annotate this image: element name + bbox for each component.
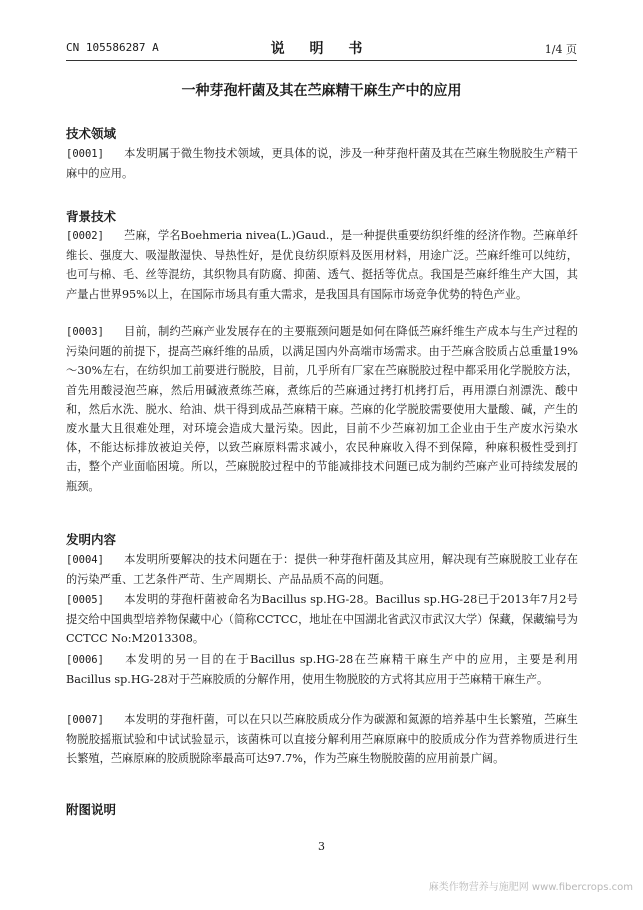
section-figures: 附图说明	[66, 802, 117, 817]
paragraph-number: [0006]	[66, 654, 104, 666]
section-heading: 说 明 书	[270, 41, 373, 57]
section-tech-field: 技术领域	[66, 126, 117, 141]
paragraph-number: [0004]	[66, 554, 104, 566]
section-invention: 发明内容	[66, 532, 117, 547]
paragraph-0006	[66, 650, 578, 689]
paragraph-0007	[66, 710, 578, 769]
page-indicator: 1/4 页	[544, 43, 577, 56]
paragraph-0004	[66, 550, 578, 589]
paragraph-0003	[66, 322, 578, 496]
watermark-text: 麻类作物营养与施肥网 www.fibercrops.com	[428, 882, 633, 893]
paragraph-0001	[66, 144, 578, 183]
paragraph-number: [0001]	[66, 148, 104, 160]
document-title: 一种芽孢杆菌及其在苎麻精干麻生产中的应用	[181, 83, 462, 99]
paragraph-text: 本发明的芽孢杆菌，可以在只以苎麻胶质成分作为碳源和氮源的培养基中生长繁殖，苎麻生物脱胶摇瓶试验和中试试验显示，该菌株可以直接分解利用苎麻原麻中的胶质成分作为营养物质进行生长繁殖，苎麻原麻的胶质脱除率最高可达97.7%，作为苎麻生物脱胶菌的应用前景广阔。	[66, 713, 578, 766]
paragraph-text: 本发明属于微生物技术领域，更具体的说，涉及一种芽孢杆菌及其在苎麻生物脱胶生产精干麻中的应用。	[66, 147, 578, 181]
paragraph-number: [0005]	[66, 594, 104, 606]
paragraph-text: 苎麻，学名Boehmeria nivea(L.)Gaud.，是一种提供重要纺织纤维的经济作物。苎麻单纤维长、强度大、吸湿散湿快、导热性好，是优良纺织原料及医用材料，用途广泛。苎麻纤维可以纯纺，也可与棉、毛、丝等混纺，其织物具有防腐、抑菌、透气、挺括等优点。我国是苎麻纤维生产大国，其产量占世界95%以上，在国际市场具有重大需求，是我国具有国际市场竞争优势的特色产业。	[66, 229, 578, 301]
paragraph-text: 本发明的另一目的在于Bacillus sp.HG-28在苎麻精干麻生产中的应用，主要是利用Bacillus sp.HG-28对于苎麻胶质的分解作用，使用生物脱胶的方式将其应用于苎麻精干麻生产。	[66, 653, 578, 687]
paragraph-text: 本发明的芽孢杆菌被命名为Bacillus sp.HG-28。Bacillus sp.HG-28已于2013年7月2号提交给中国典型培养物保藏中心（简称CCTCC，地址在中国湖北省武汉市武汉大学）保藏，保藏编号为CCTCC No:M2013308。	[66, 593, 578, 646]
paragraph-number: [0002]	[66, 230, 104, 242]
paragraph-text: 本发明所要解决的技术问题在于：提供一种芽孢杆菌及其应用，解决现有苎麻脱胶工业存在的污染严重、工艺条件严苛、生产周期长、产品品质不高的问题。	[66, 553, 578, 587]
paragraph-number: [0007]	[66, 714, 104, 726]
paragraph-0002	[66, 226, 578, 304]
section-background: 背景技术	[66, 209, 117, 224]
page-header	[66, 38, 577, 61]
paragraph-text: 目前，制约苎麻产业发展存在的主要瓶颈问题是如何在降低苎麻纤维生产成本与生产过程的污染问题的前提下，提高苎麻纤维的品质，以满足国内外高端市场需求。由于苎麻含胶质占总重量19%～30%左右，在纺织加工前要进行脱胶，目前，几乎所有厂家在苎麻脱胶过程中都采用化学脱胶方法，首先用酸浸泡苎麻，然后用碱液煮练苎麻，煮练后的苎麻通过拷打机拷打后，再用漂白剂漂洗、酸中和，然后水洗、脱水、给油、烘干得到成品苎麻精干麻。苎麻的化学脱胶需要使用大量酸、碱，产生的废水量大且很难处理，对环境会造成大量污染。因此，目前不少苎麻初加工企业由于生产废水污染水体，不能达标排放被迫关停，以致苎麻原料需求减小，农民种麻收入得不到保障，种麻积极性受到打击，整个产业面临困境。所以，苎麻脱胶过程中的节能减排技术问题已成为制约苎麻产业可持续发展的瓶颈。	[66, 325, 578, 493]
paragraph-number: [0003]	[66, 326, 104, 338]
doc-number: CN 105586287 A	[66, 41, 159, 54]
page-number: 3	[318, 840, 325, 853]
paragraph-0005	[66, 590, 578, 649]
